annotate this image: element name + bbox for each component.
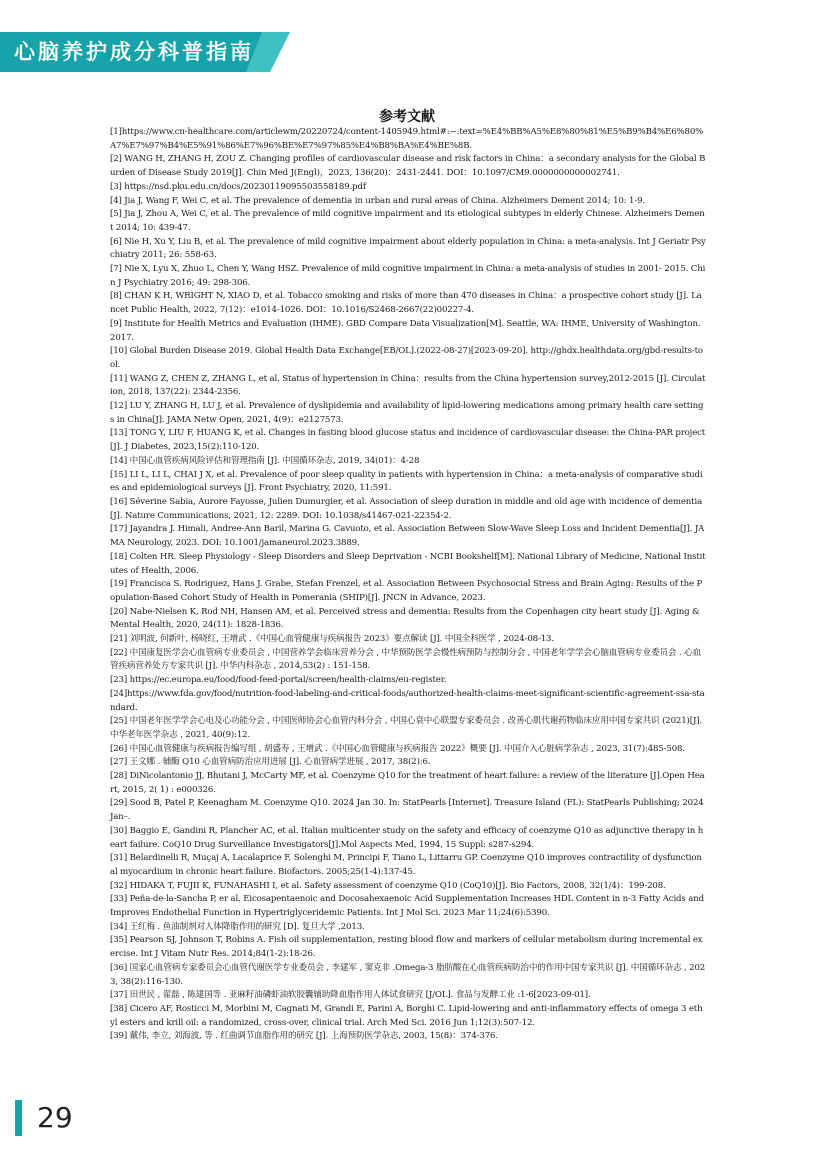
reference-item: [10] Global Burden Disease 2019. Global Health Data Exchange[EB/OL].(2022-08-27)[2023-09-20]. http://ghdx.healthdata.org/gbd-results-tool.	[110, 346, 703, 370]
reference-item: [21] 刘明波, 何新叶, 杨晓红, 王增武 .《中国心血管健康与疾病报告 2023》要点解读 [J]. 中国全科医学 , 2024-08-13.	[110, 634, 554, 645]
reference-item: [8] CHAN K H, WRIGHT N, XIAO D, et al. Tobacco smoking and risks of more than 470 diseases in China：a prospective cohort study [J]. Lancet Public Health, 2022, 7(12)：e1014-1026. DOI：10.1016/S2468-2667(22)00227-4.	[110, 291, 702, 316]
reference-item: [33] Peña-de-la-Sancha P, er al. Eicosapentaenoic and Docosahexaenoic Acid Supplementation Increases HDL Content in n-3 Fatty Acids and Improves Endothelial Function in Hypertriglyceridemic Patients. Int J Mol Sci. 2023 Mar 11;24(6):5390.	[110, 894, 704, 919]
reference-item: [6] Nie H, Xu Y, Liu B, et al. The prevalence of mild cognitive impairment about elderly population in China: a meta-analysis. Int J Geriatr Psychiatry 2011; 26: 558-63.	[110, 236, 706, 261]
reference-item: [13] TONG Y, LIU F, HUANG K, et al. Changes in fasting blood glucose status and incidence of cardiovascular disease: the China-PAR project [J]. J Diabetes, 2023,15(2):110-120.	[110, 428, 706, 453]
reference-item: [29] Sood B, Patel P, Keenagham M. Coenzyme Q10. 2024 Jan 30. In: StatPearls [Internet]. Treasure Island (FL): StatPearls Publishing; 2024 Jan–.	[110, 798, 704, 823]
page-number-bar	[15, 1100, 22, 1136]
reference-item: [5] Jia J, Zhou A, Wei C, et al. The prevalence of mild cognitive impairment and its etiological subtypes in elderly Chinese. Alzheimers Dement 2014; 10: 439-47.	[110, 209, 705, 233]
reference-item: [26] 中国心血管健康与疾病报告编写组 , 胡盛寿 , 王增武 .《中国心血管健康与疾病报告 2022》概要 [J]. 中国介入心脏病学杂志 , 2023, 31(7):485-508.	[110, 743, 685, 754]
page-number: 29	[37, 1101, 73, 1134]
reference-item: [34] 王红梅 . 鱼油制剂对人体降脂作用的研究 [D]. 复旦大学 ,2013.	[110, 921, 365, 932]
reference-item: [19] Francisca S. Rodriguez, Hans J. Grabe, Stefan Frenzel, et al. Association Between Psychosocial Stress and Brain Aging: Results of the Population-Based Cohort Study of Health in Pomerania (SHIP)[J]. JNCN in Advance, 2023.	[110, 579, 703, 603]
reference-item: [27] 王文娜 . 辅酶 Q10 心血管病防治应用进展 [J]. 心血管病学进展 , 2017, 38(2):6.	[110, 757, 431, 768]
reference-item: [37] 田世民 , 翟磊 , 陈建国等 . 亚麻籽油磷虾油软胶囊辅助降血脂作用人体试食研究 [J/OL]. 食品与发酵工业 :1-6[2023-09-01].	[110, 990, 591, 1001]
reference-item: [31] Belardinelli R, Muçaj A, Lacalaprice F, Solenghi M, Principi F, Tiano L, Littarru GP. Coenzyme Q10 improves contractility of dysfunctional myocardium in chronic heart failure. Biofactors. 2005;25(1-4):137-45.	[110, 853, 702, 877]
reference-item: [23] https://ec.europa.eu/food/food-feed-portal/screen/health-claims/eu-register.	[110, 675, 447, 686]
reference-item: [36] 国家心血管病专家委员会心血管代谢医学专业委员会 , 李建军 , 窦克非 .Omega-3 脂肪酸在心血管疾病防治中的作用中国专家共识 [J]. 中国循环杂志 , 2023, 38(2):116-130.	[110, 962, 706, 987]
reference-item: [35] Pearson SJ, Johnson T, Robins A. Fish oil supplementation, resting blood flow and markers of cellular metabolism during incremental exercise. Int J Vitam Nutr Res. 2014;84(1-2):18-26.	[110, 935, 703, 960]
header-title: 心脑养护成分科普指南	[14, 40, 254, 64]
reference-item: [2] WANG H, ZHANG H, ZOU Z. Changing profiles of cardiovascular disease and risk factors in China：a secondary analysis for the Global Burden of Disease Study 2019[J]. Chin Med J(Engl)，2023, 136(20)：2431-2441. DOI：10.1097/CM9.0000000000002741.	[110, 154, 706, 179]
reference-item: [32] HIDAKA T, FUJII K, FUNAHASHI I, et al. Safety assessment of coenzyme Q10 (CoQ10)[J]. Bio Factors, 2008, 32(1/4)：199-208.	[110, 880, 666, 891]
reference-item: [16] Séverine Sabia, Aurore Fayosse, Julien Dumurgier, et al. Association of sleep duration in middle and old age with incidence of dementia[J]. Nature Communications, 2021, 12: 2289. DOI: 10.1038/s41467-021-22354-2.	[110, 496, 703, 521]
reference-item: [38] Cicero AF, Rosticci M, Morbini M, Cagnati M, Grandi E, Parini A, Borghi C. Lipid-lowering and anti-inflammatory effects of omega 3 ethyl esters and krill oil: a randomized, cross-over, clinical trial. Arch Med Sci. 2016 Jun 1;12(3):507-12.	[110, 1004, 703, 1028]
reference-item: [18] Colten HR. Sleep Physiology - Sleep Disorders and Sleep Deprivation - NCBI Bookshelf[M]. National Library of Medicine, National Institutes of Health, 2006.	[110, 551, 706, 576]
reference-item: [20] Nabe-Nielsen K, Rod NH, Hansen AM, et al. Perceived stress and dementia: Results from the Copenhagen city heart study [J]. Aging & Mental Health, 2020, 24(11): 1828-1836.	[110, 606, 700, 631]
reference-item: [11] WANG Z, CHEN Z, ZHANG L, et al. Status of hypertension in China：results from the China hypertension survey,2012-2015 [J]. Circulation, 2018, 137(22): 2344-2356.	[110, 373, 706, 398]
reference-item: [22] 中国康复医学会心血管病专业委员会 , 中国营养学会临床营养分会 , 中华预防医学会慢性病预防与控制分会 , 中国老年学学会心脑血管病专业委员会 . 心血管疾病营养处方专家共识 [J]. 中华内科杂志 , 2014,53(2) : 151-158.	[110, 647, 702, 672]
reference-item: [39] 戴伟, 李立, 刘海波, 等 . 红曲调节血脂作用的研究 [J]. 上海预防医学杂志, 2003, 15(8)：374-376.	[110, 1031, 498, 1042]
reference-item: [7] Nie X, Lyu X, Zhuo L, Chen Y, Wang HSZ. Prevalence of mild cognitive impairment in China: a meta-analysis of studies in 2001- 2015. Chin J Psychiatry 2016; 49: 298-306.	[110, 264, 706, 288]
reference-item: [15] LI L, LI L, CHAI J X, et al. Prevalence of poor sleep quality in patients with hypertension in China：a meta-analysis of comparative studies and epidemiological surveys [J]. Front Psychiatry, 2020, 11:591.	[110, 469, 703, 494]
reference-item: [24]https://www.fda.gov/food/nutrition-food-labeling-and-critical-foods/authorized-health-claims-meet-significant-scientific-agreement-ssa-standard.	[110, 688, 705, 713]
reference-item: [17] Jayandra J. Himali, Andree-Ann Baril, Marina G. Cavuoto, et al. Association Between Slow-Wave Sleep Loss and Incident Dementia[J]. JAMA Neurology, 2023. DOI: 10.1001/jamaneurol.2023.3889.	[110, 524, 705, 549]
reference-item: [30] Baggio E, Gandini R, Plancher AC, et al. Italian multicenter study on the safety and efficacy of coenzyme Q10 as adjunctive therapy in heart failure. CoQ10 Drug Surveillance Investigators[J].Mol Aspects Med, 1994, 15 Suppl: s287-s294.	[110, 825, 704, 850]
reference-list	[110, 126, 706, 1044]
reference-item: [3] https://nsd.pku.edu.cn/docs/20230119095503558189.pdf	[110, 181, 366, 192]
reference-item: [9] Institute for Health Metrics and Evaluation (IHME). GBD Compare Data Visualization[M]. Seattle, WA: IHME, University of Washington. 2017.	[110, 318, 701, 343]
reference-item: [28] DiNicolantonio JJ, Bhutani J, McCarty MF, et al. Coenzyme Q10 for the treatment of heart failure: a review of the literature [J].Open Heart, 2015, 2( 1) : e000326.	[110, 771, 705, 795]
reference-item: [25] 中国老年医学学会心电及心功能分会 , 中国医师协会心血管内科分会 , 中国心衰中心联盟专家委员会 . 改善心肌代谢药物临床应用中国专家共识 (2021)[J]. 中华老年医学杂志 , 2021, 40(9):12.	[110, 716, 703, 740]
reference-item: [1]https://www.cn-healthcare.com/articlewm/20220724/content-1405949.html#:~:text=%E4%BB%A5%E8%80%81%E5%B9%B4%E6%80%A7%E7%97%B4%E5%91%86%E7%96%BE%E7%97%85%E4%B8%BA%E4%BE%8B.	[110, 127, 704, 151]
reference-item: [4] Jia J, Wang F, Wei C, et al. The prevalence of dementia in urban and rural areas of China. Alzheimers Dement 2014; 10: 1-9.	[110, 195, 646, 206]
reference-item: [14] 中国心血管疾病风险评估和管理指南 [J]. 中国循环杂志, 2019, 34(01)：4-28	[110, 455, 420, 466]
reference-item: [12] LU Y, ZHANG H, LU J, et al. Prevalence of dyslipidemia and availability of lipid-lowering medications among primary health care settings in China[J]. JAMA Netw Open, 2021, 4(9)：e2127573.	[110, 401, 704, 425]
section-title: 参考文献	[379, 109, 435, 125]
